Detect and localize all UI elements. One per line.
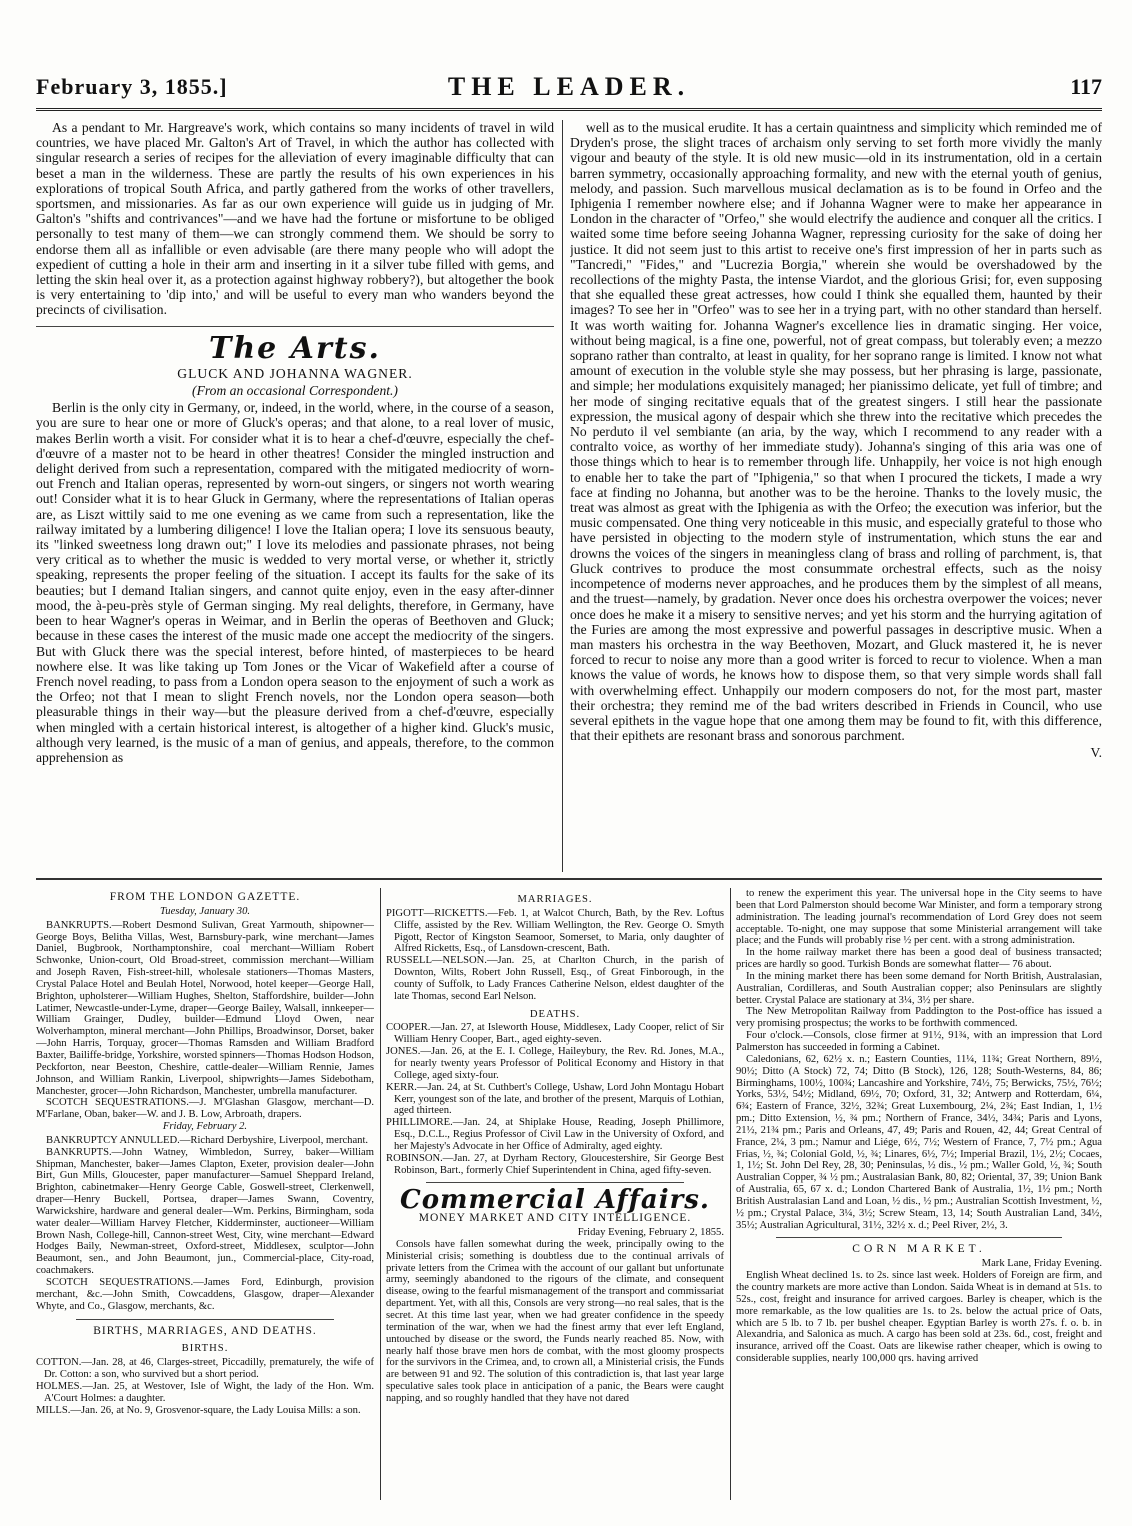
gazette-heading: FROM THE LONDON GAZETTE. (109, 891, 301, 903)
death-entry: ROBINSON.—Jan. 27, at Dyrham Rectory, Gloucestershire, Sir George Best Robinson, Bart., formerly Chief Superintendent in China, aged fifty-seven. (386, 1152, 724, 1176)
newspaper-page (36, 58, 1102, 1498)
money-market-continued: to renew the experiment this year. The universal hope in the City seems to have been that Lord Palmerston should become War Minister, and form a temporary strong administration. The leading journal's recommendation of Lord Grey does not seem acceptable. To-night, one may suppose that some Ministerial arrangement will take place; and the Funds will probably rise ½ per cent. with a strong administration. (736, 888, 1102, 947)
section-heading-arts: The Arts. (209, 330, 381, 366)
gluck-article-body: Berlin is the only city in Germany, or, indeed, in the world, where, in the course of a season, you are sure to hear one or more of Gluck's operas; and that alone, to a real lover of music, makes Berlin worth a visit. For consider what it is to hear a chef-d'œuvre, especially the chef-d'œuvre of a master not to be heard in other theatres! Consider the mingled instruction and delight derived from such a representation, compared with the mitigated mediocrity of worn-out French and Italian operas, represented by worn-out singers, or singers not worth wearing out! Consider what it is to hear Gluck in Germany, where the representations of Italian operas are, as Liszt wittily said to me one evening as we came from such a representation, like the railway imitated by a lumbering diligence! I love the Italian opera; I love its sensuous beauty, its "linked sweetness long drawn out;" I love its melodies and passionate phrases, not being very critical as to whether the music is wedded to very mortal verse, or whether it, strictly speaking, represents the proper feeling of the situation. I accept its faults for the sake of its beauties; but I demand Italian singers, and cannot quite enjoy, even in the easy after-dinner mood, the à-peu-près style of German singing. My real delights, therefore, in Germany, have been to hear Wagner's operas in Weimar, and in Berlin the operas of Beethoven and Gluck; because in these cases the interest of the music made one accept the mediocrity of the singers. But with Gluck there was the special interest, before hinted, of masterpieces to be heard nowhere else. It was like taking up Tom Jones or the Vicar of Wakefield after a course of French novel reading, to pass from a London opera season to the enjoyment of such a work as the Orfeo; not that I mean to slight French novels, nor the London opera season—both pleasurable things in their way—but the pleasure derived from a chef-d'œuvre, especially when mingled with a certain historical interest, is altogether of a higher kind. Gluck's music, although very learned, is the music of a man of genius, and appeals, therefore, to the common apprehension as (36, 400, 554, 765)
birth-entry: COTTON.—Jan. 28, at 46, Clarges-street, Piccadilly, prematurely, the wife of Dr. Cotton: a son, who survived but a short period. (36, 1357, 374, 1381)
metropolitan-railway-note: The New Metropolitan Railway from Paddington to the Post-office has issued a very promising prospectus; the works to be forthwith commenced. (736, 1006, 1102, 1030)
corn-market-heading: CORN MARKET. (852, 1243, 986, 1256)
marriage-entry: RUSSELL—NELSON.—Jan. 25, at Charlton Church, in the parish of Downton, Wilts, Robert John Russell, Esq., of Great Finborough, in the county of Suffolk, to Lady Frances Catherine Nelson, eldest daughter of the late Thomas, second Earl Nelson. (386, 955, 724, 1002)
gazette-date-tuesday: Tuesday, January 30. (159, 905, 251, 917)
death-entry: PHILLIMORE.—Jan. 24, at Shiplake House, Reading, Joseph Phillimore, Esq., D.C.L., Regius Professor of Civil Law in the University of Oxford, and her Majesty's Advocate in her Office of Admiralty, aged eighty. (386, 1117, 724, 1152)
births-heading: BIRTHS. (181, 1343, 229, 1355)
death-entry: KERR.—Jan. 24, at St. Cuthbert's College, Ushaw, Lord John Montagu Hobart Kerr, youngest son of the late, and brother of the present, Marquis of Lothian, aged thirteen. (386, 1081, 724, 1117)
gluck-article-continued: well as to the musical erudite. It has a certain quaintness and simplicity which reminded me of Dryden's prose, the slight traces of archaism only serving to set forth more vividly the manly vigour and beauty of the style. It is old new music—old in its instrumentation, old in a certain barren symmetry, occasionally approaching formality, and new with the eternal youth of genius, melody, and passion. Such marvellous musical declamation as is to be found in Orfeo and the Iphigenia I remember nowhere else; and if Johanna Wagner were to make her appearance in London in the character of "Orfeo," she would electrify the audience and conquer all the critics. I waited some time before seeing Johanna Wagner, repressing curiosity for the sake of doing her justice. It did not seem just to this artist to receive one's first impression of her in parts such as "Tancredi," "Fides," and "Lucrezia Borgia," wherein she would be overshadowed by the recollections of the mighty Pasta, the intense Viardot, and the glorious Grisi; for, even supposing that she equalled these great actresses, how could I think she equalled them, haunted by their images? To see her in "Orfeo" was to see her in a trying part, with no other standard than herself. It was worth waiting for. Johanna Wagner's excellence lies in dramatic singing. Her voice, without being magical, is a fine one, powerful, not of great compass, but tolerably even; a mezzo soprano rather than contralto, at least in quality, for her soprano range is limited. I know not what amount of execution in the voluble style she may possess, but her phrasing is large, passionate, and simple; her modulations exquisitely managed; her pianissimo delicate, yet full of timbre; and her mode of singing recitative equals that of the greatest singers. I still hear the passionate expression, the musical agony of despair which she threw into the recitative which precedes the No perduto il vel sembiante (an aria, by the way, which I recommend to any reader with a contralto voice, as worthy of her immediate study). Johanna's singing of this aria was one of those things which to hear is to remember through life. Unhappily, her voice is not high enough to enable her to take the part of "Iphigenia," so that when I procured the tickets, I made a wry face at finding no Johanna, but another was to be the heroine. Thanks to the lovely music, the treat was almost as great with the Iphigenia as with the Orfeo; the execution was inferior, but the music compensated. One thing very noticeable in this music, and especially grateful to those who have persisted in objecting to the modern style of instrumentation, which stuns the ear and drowns the voices of the singers in meaningless clang of brass and rolling of parchment, is, that Gluck contrives to produce the most consummate orchestral effects, such as the noisy incompetence of moderns never approaches, and he produces them by the simplest of all means, and the truest—namely, by gradation. Never once does his orchestra overpower the voices; never once does he make it a misery to sensitive nerves; and yet his storm and the hurrying agitation of the Furies are among the most expressive and powerful passages in descriptive music. When a man masters his orchestra in the way Beethoven, Mozart, and Gluck mastered it, he is never forced to recur to noise any more than a good writer is forced to recur to violence. When a man knows the value of words, he knows how to dispose them, so that very simple words shall fall with overwhelming effect. Unhappily our modern composers do not, for the most part, master their orchestra; they remind me of the bad writers described in Friends in Council, who use several epithets in the vague hope that one among them may be found to fit, with this difference, that their epithets are resonant brass and sonorous parchment. (570, 120, 1102, 744)
gazette-scotch-seq-feb2: SCOTCH SEQUESTRATIONS.—James Ford, Edinburgh, provision merchant, &c.—John Smith, Cowcaddens, Glasgow, draper—Alexander Whyte, and Co., Glasgow, merchants, &c. (36, 1277, 374, 1312)
newspaper-title: THE LEADER. (447, 72, 691, 101)
article-byline: (From an occasional Correspondent.) (192, 383, 398, 399)
mining-market-note: In the mining market there has been some demand for North British, Australasian, Australian, Cordilleras, and South Australian copper; also Peninsulars are slightly better. Crystal Palace are stationary at 3¼, 3½ per share. (736, 970, 1102, 1006)
column-right-upper (570, 120, 1102, 872)
share-prices: Caledonians, 62, 62½ x. n.; Eastern Counties, 11¼, 11¾; Great Northern, 89½, 90½; Ditto (A Stock) 72, 74; Ditto (B Stock), 126, 128; South-Westerns, 84, 86; Birminghams, 100½, 100¾; Lancashire and Yorkshire, 74½, 75; Berwicks, 75½, 76½; Yorks, 53½, 54½; Midland, 69½, 70; Oxford, 31, 32; Antwerp and Rotterdam, 6¼, 6¾; Eastern of France, 32½, 32¾; Great Luxembourg, 2¼, 2¾; East Indian, 1, 1½ pm.; Ditto Extension, ½, ¾ pm.; Northern of France, 34½, 34¾; Paris and Lyons, 21½, 21¾ pm.; Paris and Orleans, 47, 49; Paris and Rouen, 42, 44; Great Central of France, 2¼, 3 pm.; Namur and Liége, 6½, 7½; Western of France, 7, 7½ pm.; Agua Frias, ½, ¾; Colonial Gold, ½, ¾; Linares, 6½, 7½; Imperial Brazil, 1½, 2½; Cocaes, 1, 1½; St. John Del Rey, 28, 30; Peninsulas, ½ dis., ½ pm.; Waller Gold, ½, ¾; South Australian Copper, ¾ ½ pm.; Australasian Bank, 80, 82; Oriental, 37, 39; Union Bank of Australia, 65, 67 x. d.; London Chartered Bank of Australia, 1½, 1½ pm.; North British Australasian Land and Loan, ½ dis., ½ pm.; Australian Scottish Investment, ½, ½ pm.; Crystal Palace, 3¼, 3½; Screw Steam, 13, 14; South Australian Land, 34½, 35½; Australian Agricultural, 31½, 32½ x. d.; Peel River, 2½, 3. (736, 1053, 1102, 1231)
four-oclock-note: Four o'clock.—Consols, close firmer at 91½, 91¾, with an impression that Lord Palmerston has succeeded in forming a Cabinet. (736, 1030, 1102, 1053)
galton-review-paragraph: As a pendant to Mr. Hargreave's work, which contains so many incidents of travel in wild countries, we have placed Mr. Galton's Art of Travel, in which the author has collected with singular research a series of recipes for the alleviation of every imaginable difficulty that can beset a man in the wilderness. These are partly the results of his own experiences in his explorations of tropical South Africa, and partly gathered from the works of other travellers, sportsmen, and missionaries. As far as our own experience will guide us in judging of Mr. Galton's "shifts and contrivances"—and we have had the fortune or misfortune to be obliged personally to test many of them—we can strongly commend them. We should be sorry to endorse them all as infallible or even advisable (are there many people who will adopt the expedient of cutting a hole in their arm and inserting in it a silver tube filled with gems, and letting the skin heal over it, as a protection against highway robbery?), but altogether the book is very entertaining to 'dip into,' and will be useful to every man who wanders beyond the precincts of civilisation. (36, 120, 554, 318)
gazette-annulled: BANKRUPTCY ANNULLED.—Richard Derbyshire, Liverpool, merchant. (46, 1134, 369, 1146)
divider (426, 1182, 684, 1183)
money-market-body: Consols have fallen somewhat during the week, principally owing to the Ministerial crisis; something is doubtless due to the continual arrivals of private letters from the Crimea with the account of our gallant but unfortunate army, seemingly abandoned to the rigours of the climate, and consequent disease, owing to the fearful mismanagement of the transport and commissariat department. Yet, with all this, Consols are very strong—no real sales, that is the secret. At this time last year, when we had greater confidence in the speedy termination of the war, when we had the finest army that ever left England, untouched by disease or the sword, the Funds nearly reached 85. Now, with nearly half those brave men hors de combat, with the most gloomy prospects for the survivors in the Crimea, and, to crown all, a Ministerial crisis, the Funds are between 91 and 92. The solution of this contradiction is, that last year large speculative sales took place in anticipation of a panic, the Bears were caught napping, and so roughly handled that they have not dared (386, 1238, 724, 1404)
marriages-heading: MARRIAGES. (517, 894, 593, 905)
column-rule (730, 888, 731, 1500)
article-signature: V. (1090, 745, 1102, 761)
gazette-date-friday: Friday, February 2. (162, 1121, 248, 1133)
corn-market-body: English Wheat declined 1s. to 2s. since last week. Holders of Foreign are firm, and the country markets are more active than London. Saida Wheat is in demand at 51s. to 52s., cost, freight and insurance for arrived cargoes. Barley is cheaper, which is the more remarkable, as the low qualities are 1s. to 2s. below the actual price of Oats, which are 5 lb. to 7 lb. per bushel cheaper. Egyptian Barley is worth 27s. f. o. b. in Alexandria, and Salonica as much. A cargo has been sold at 23s. 6d., cost, freight and insurance, arrived off the Coast. Oats are likewise rather cheaper, which is owing to considerable supplies, nearly 100,000 qrs. having arrived (736, 1270, 1102, 1365)
railway-market-note: In the home railway market there has been a good deal of business transacted; prices are hardly so good. Turkish Bonds are somewhat flatter— 76 about. (736, 947, 1102, 971)
column-gazette (36, 888, 374, 1500)
gazette-bankrupts-jan30: BANKRUPTS.—Robert Desmond Sulivan, Great Yarmouth, shipowner—George Boys, Belitha Villas, West, Barnsbury-park, wine merchant—James Daniel, Bugbrook, Northamptonshire, coal merchant—William Robert Schwonke, Union-court, Old Broad-street, commission merchant—William and Joseph Raven, Fish-street-hill, wholesale stationers—Thomas Masters, Crystal Palace Hotel and Beulah Hotel, Norwood, hotel keeper—George Hall, Brighton, upholsterer—William Hughes, Shelton, Staffordshire, builder—John Latimer, Newcastle-under-Lyme, draper—George Bailey, Walsall, innkeeper—William Grainger, Dudley, builder—Edmund Lloyd Owen, near Wolverhampton, mineral merchant—John Phillips, Broadwinsor, Dorset, baker—John Harris, Torquay, grocer—Thomas Ramsden and William Bradford Baxter, Bailiffe-bridge, Yorkshire, worsted spinners—Thomas Hodson Hodson, Peckforton, near Beeston, Cheshire, cattle-dealer—William Rennie, James Johnson, and William Rankin, Liverpool, shipwrights—James Sidebotham, Manchester, grocer—John Richardson, Manchester, umbrella manufacturer. (36, 919, 374, 1097)
money-market-date: Friday Evening, February 2, 1855. (577, 1227, 724, 1239)
divider (36, 326, 554, 327)
page-number: 117 (1070, 74, 1102, 99)
birth-entry: MILLS.—Jan. 26, at No. 9, Grosvenor-square, the Lady Louisa Mills: a son. (36, 1404, 361, 1416)
deaths-heading: DEATHS. (529, 1008, 581, 1020)
gazette-scotch-seq-jan30: SCOTCH SEQUESTRATIONS.—J. M'Glashan Glasgow, merchant—D. M'Farlane, Oban, baker—W. and J. B. Low, Arbroath, drapers. (36, 1097, 374, 1121)
death-entry: JONES.—Jan. 26, at the E. I. College, Haileybury, the Rev. Rd. Jones, M.A., for nearly twenty years Professor of Political Economy and History in that College, aged sixty-four. (386, 1046, 724, 1081)
column-marriages-money (386, 888, 724, 1500)
birth-entry: HOLMES.—Jan. 25, at Westover, Isle of Wight, the lady of the Hon. Wm. A'Court Holmes: a daughter. (36, 1380, 374, 1404)
section-heading-commercial: Commercial Affairs. (400, 1185, 710, 1216)
section-rule (36, 878, 1102, 880)
gazette-bankrupts-feb2: BANKRUPTS.—John Watney, Wimbledon, Surrey, baker—William Shipman, Manchester, baker—James Clapton, Exeter, provision dealer—John Birt, Gun Mills, Gloucester, paper manufacturer—Samuel Sheppard Ireland, Brighton, cabinetmaker—Henry George Cable, Goswell-street, Clerkenwell, draper—Henry Buckell, Portsea, draper—James Swann, Coventry, Warwickshire, hardware and general dealer—Wm. Perkins, Birmingham, soda water dealer—William Harvey Fletcher, Kidderminster, auctioneer—William Brown Nash, College-hill, Cannon-street West, City, wine merchant—Edward Hodges Baily, Newman-street, Oxford-street, Middlesex, sculptor—John Beaumont, sen., and John Beaumont, jun., Commercial-place, City-road, coachmakers. (36, 1146, 374, 1277)
death-entry: COOPER.—Jan. 27, at Isleworth House, Middlesex, Lady Cooper, relict of Sir William Henry Cooper, Bart., aged eighty-seven. (386, 1022, 724, 1046)
marriage-entry: PIGOTT—RICKETTS.—Feb. 1, at Walcot Church, Bath, by the Rev. Loftus Cliffe, assisted by the Rev. William Wellington, the Rev. George O. Smyth Pigott, Rector of Kingston Seamoor, Somerset, to Maria, only daughter of Alfred Ricketts, Esq., of Lansdown-crescent, Bath. (386, 907, 724, 955)
money-market-heading: MONEY MARKET AND CITY INTELLIGENCE. (418, 1212, 692, 1225)
column-rule (380, 888, 381, 1500)
divider (76, 1319, 334, 1320)
column-left-upper (36, 120, 554, 872)
article-title: GLUCK AND JOHANNA WAGNER. (177, 365, 413, 381)
bmd-heading: BIRTHS, MARRIAGES, AND DEATHS. (93, 1324, 317, 1337)
divider (776, 1237, 1062, 1238)
column-money-corn (736, 888, 1102, 1500)
masthead (36, 68, 1102, 111)
issue-date: February 3, 1855.] (36, 74, 228, 99)
column-rule (562, 120, 563, 872)
corn-market-date: Mark Lane, Friday Evening. (981, 1258, 1102, 1270)
